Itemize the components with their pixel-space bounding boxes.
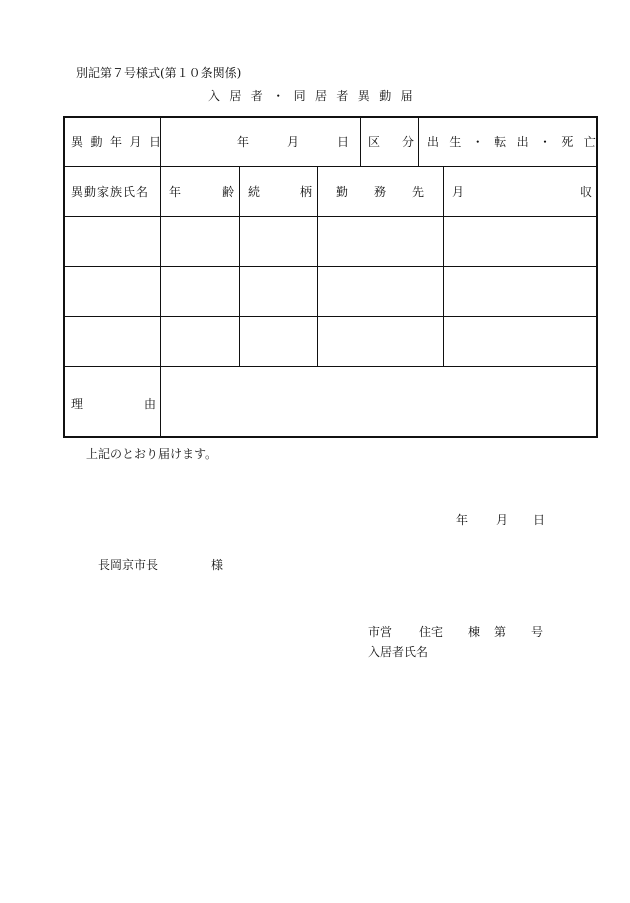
row-divider [65, 216, 596, 217]
change-date-year: 年 [237, 135, 250, 149]
reason-label-2: 由 [144, 397, 157, 411]
housing-label-2: 住宅 [419, 625, 444, 639]
workplace-header: 勤務先 [336, 185, 451, 199]
income-header-1: 月 [452, 185, 465, 199]
resident-name-label: 入居者氏名 [368, 645, 429, 659]
col-divider [360, 118, 361, 166]
age-header-1: 年 [169, 185, 182, 199]
housing-label-1: 市営 [368, 625, 393, 639]
category-label-2: 分 [402, 135, 415, 149]
reason-label-1: 理 [71, 397, 84, 411]
family-name-label: 異動家族氏名 [71, 185, 150, 199]
category-options: 出生・転出・死亡 [427, 135, 607, 149]
col-divider [418, 118, 419, 166]
row-divider [65, 166, 596, 167]
housing-label-5: 号 [531, 625, 544, 639]
change-date-month: 月 [287, 135, 300, 149]
submission-month: 月 [496, 513, 509, 527]
row-divider [65, 316, 596, 317]
relation-header-2: 柄 [300, 185, 313, 199]
honorific: 様 [211, 558, 224, 572]
col-divider [317, 166, 318, 366]
form-reference: 別記第７号様式(第１０条関係) [76, 66, 242, 80]
age-header-2: 齢 [222, 185, 235, 199]
notification-table [63, 116, 607, 438]
housing-label-3: 棟 [468, 625, 481, 639]
col-divider [239, 166, 240, 366]
relation-header-1: 続 [248, 185, 261, 199]
housing-label-4: 第 [494, 625, 507, 639]
statement-text: 上記のとおり届けます。 [86, 447, 218, 461]
form-title: 入居者・同居者異動届 [208, 89, 423, 103]
income-header-2: 収 [580, 185, 593, 199]
change-date-day: 日 [337, 135, 350, 149]
category-label-1: 区 [368, 135, 381, 149]
submission-year: 年 [456, 513, 469, 527]
row-divider [65, 366, 596, 367]
row-divider [65, 266, 596, 267]
addressee: 長岡京市長 [98, 558, 159, 572]
submission-day: 日 [533, 513, 546, 527]
col-divider [160, 118, 161, 436]
change-date-label: 異動年月日 [71, 135, 169, 149]
